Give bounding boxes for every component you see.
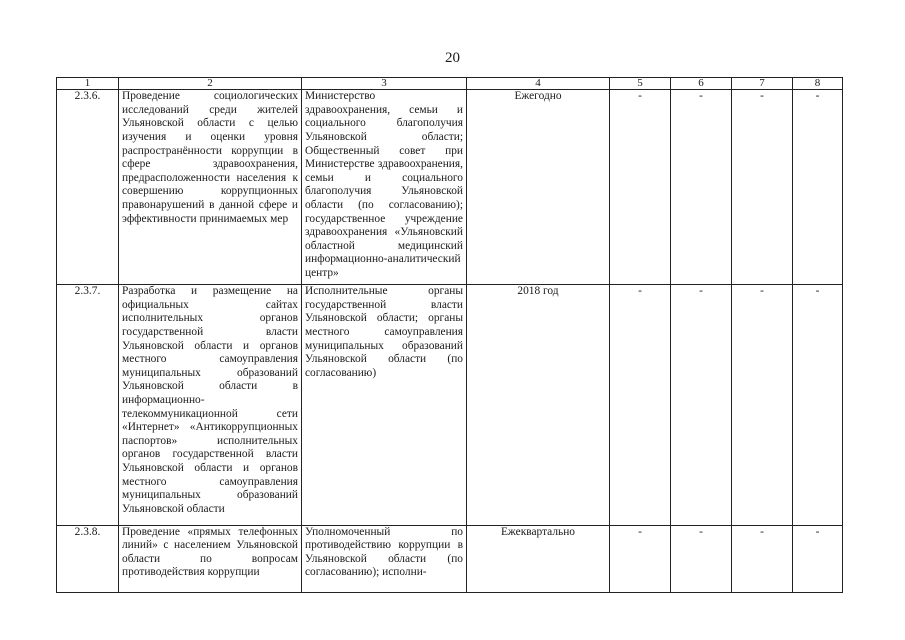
value-cell: - (610, 525, 671, 592)
executors-text: Исполнительные органы государственной власти Ульяновской области; органы местного самоуправления муниципальных образований Ульяновской области (по согласованию) (302, 285, 467, 526)
activity-text: Проведение социологических исследований среди жителей Ульяновской области с целью изучения и оценки уровня распространённости коррупции в сфере здравоохранения, предрасположенности населения к совершению коррупционных правонарушений в данной сфере и эффективности принимаемых мер (119, 90, 302, 285)
item-number: 2.3.7. (57, 285, 119, 526)
header-cell: 5 (610, 78, 671, 90)
table-row (57, 285, 843, 526)
value-cell: - (732, 285, 793, 526)
measures-table (56, 77, 843, 593)
value-cell: - (671, 285, 732, 526)
executors-text: Министерство здравоохранения, семьи и социального благополучия Ульяновской области; Общественный совет при Министерстве здравоохранения, семьи и социального благополучия Ульяновской области (по согласованию); государственное учреждение здравоохранения «Ульяновский областной медицинский информационно-аналитический центр» (302, 90, 467, 285)
value-cell: - (793, 285, 843, 526)
value-cell: - (610, 90, 671, 285)
term-text: Ежегодно (467, 90, 610, 285)
header-cell: 8 (793, 78, 843, 90)
term-text: Ежеквартально (467, 525, 610, 592)
value-cell: - (671, 90, 732, 285)
value-cell: - (793, 90, 843, 285)
header-row (57, 78, 843, 90)
header-cell: 7 (732, 78, 793, 90)
table-row (57, 525, 843, 592)
activity-text (119, 525, 302, 592)
activity-text: Разработка и размещение на официальных сайтах исполнительных органов государственной власти Ульяновской области и органов местного самоуправления муниципальных образований Ульяновской области в информационно-телекоммуникационной сети «Интернет» «Антикоррупционных паспортов» исполнительных органов государственной власти Ульяновской области и органов местного самоуправления муниципальных образований Ульяновской области (119, 285, 302, 526)
term-text: 2018 год (467, 285, 610, 526)
page-number: 20 (445, 50, 460, 66)
header-cell: 6 (671, 78, 732, 90)
header-cell: 1 (57, 78, 119, 90)
activity-text-clip: Проведение «прямых телефонных линий» с населением Ульяновской области по вопросам противодействия коррупции (122, 525, 298, 579)
item-number: 2.3.6. (57, 90, 119, 285)
header-cell: 3 (302, 78, 467, 90)
executors-text (302, 525, 467, 592)
header-cell: 4 (467, 78, 610, 90)
value-cell: - (732, 525, 793, 592)
executors-text-clip: Уполномоченный по противодействию коррупции в Ульяновской области (по согласованию); исполни- (305, 525, 463, 579)
item-number: 2.3.8. (57, 525, 119, 592)
value-cell: - (793, 525, 843, 592)
value-cell: - (610, 285, 671, 526)
value-cell: - (671, 525, 732, 592)
value-cell: - (732, 90, 793, 285)
header-cell: 2 (119, 78, 302, 90)
table-row (57, 90, 843, 285)
